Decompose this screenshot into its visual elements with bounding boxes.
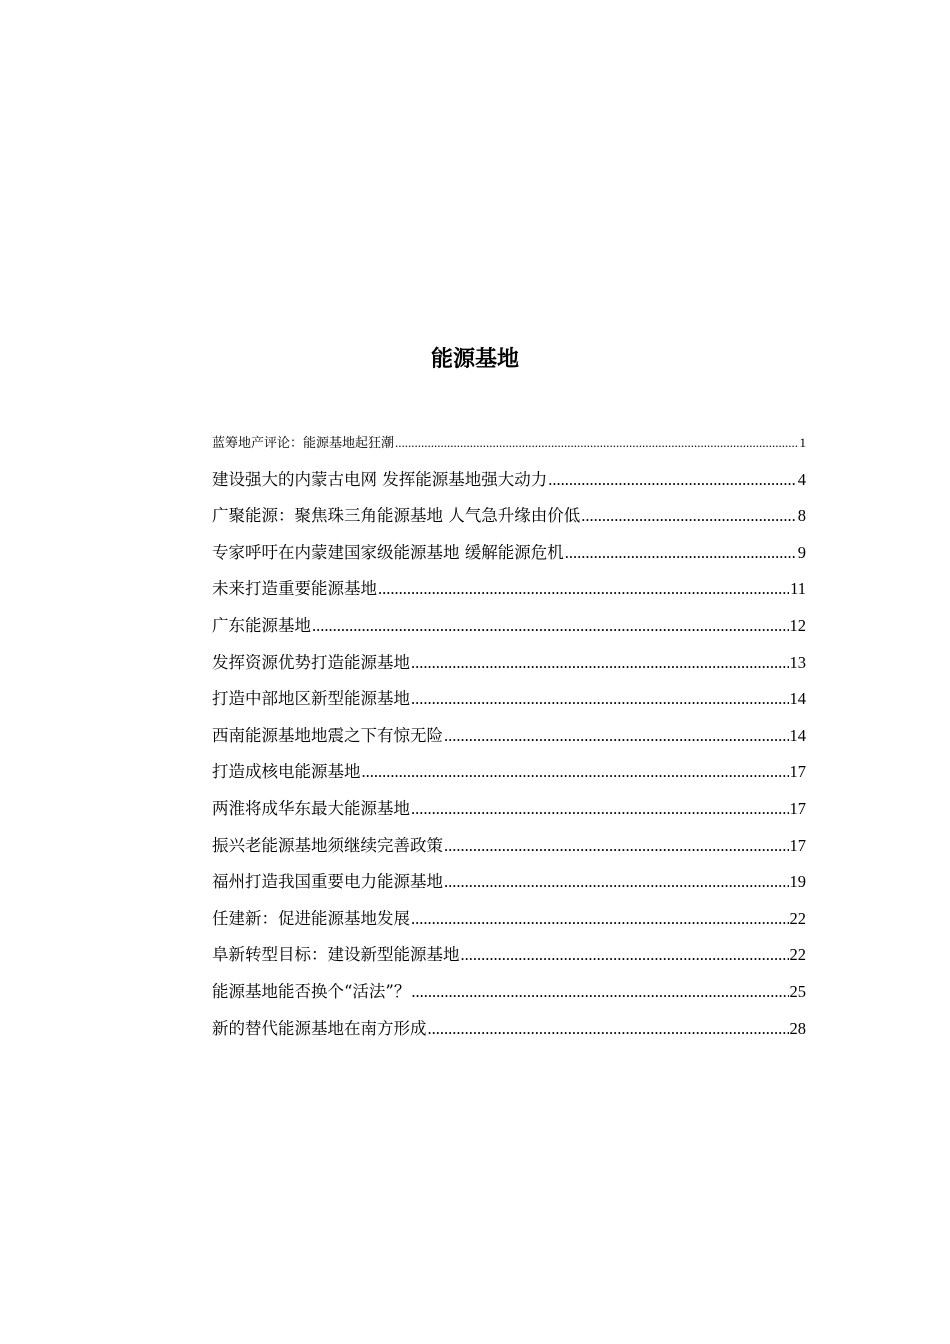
toc-page-number: 11 <box>790 579 806 599</box>
toc-dot-leader <box>411 681 789 718</box>
toc-entry[interactable] <box>212 901 806 938</box>
toc-entry[interactable] <box>212 462 806 499</box>
toc-page-number: 12 <box>789 615 806 635</box>
toc-entry-title: 建设强大的内蒙古电网 发挥能源基地强大动力 <box>212 469 548 489</box>
toc-dot-leader <box>411 645 789 682</box>
table-of-contents <box>212 425 806 1047</box>
toc-dot-leader <box>428 1011 789 1048</box>
toc-entry-title: 西南能源基地地震之下有惊无险 <box>212 725 443 745</box>
toc-entry[interactable] <box>212 937 806 974</box>
toc-entry-title: 能源基地能否换个“活法”？ <box>212 981 411 1001</box>
toc-entry[interactable] <box>212 791 806 828</box>
toc-entry-title: 专家呼吁在内蒙建国家级能源基地 缓解能源危机 <box>212 542 564 562</box>
toc-entry[interactable] <box>212 535 806 572</box>
toc-dot-leader <box>461 937 789 974</box>
toc-dot-leader <box>411 974 788 1011</box>
toc-page-number: 9 <box>797 542 806 562</box>
toc-page-number: 25 <box>789 981 806 1001</box>
toc-page-number: 17 <box>789 762 806 782</box>
toc-dot-leader <box>378 571 789 608</box>
toc-page-number: 4 <box>797 469 806 489</box>
toc-entry-title: 两淮将成华东最大能源基地 <box>212 798 410 818</box>
toc-dot-leader <box>565 535 797 572</box>
toc-entry[interactable] <box>212 608 806 645</box>
toc-entry[interactable] <box>212 1011 806 1048</box>
toc-entry-title: 未来打造重要能源基地 <box>212 579 377 599</box>
toc-entry[interactable] <box>212 864 806 901</box>
toc-entry[interactable] <box>212 681 806 718</box>
toc-entry-title: 蓝筹地产评论：能源基地起狂潮 <box>212 436 395 451</box>
toc-entry[interactable] <box>212 498 806 535</box>
toc-dot-leader <box>411 791 789 828</box>
toc-entry-title: 新的替代能源基地在南方形成 <box>212 1018 427 1038</box>
toc-entry[interactable] <box>212 754 806 791</box>
toc-entry[interactable] <box>212 828 806 865</box>
toc-page-number: 19 <box>789 872 806 892</box>
toc-dot-leader <box>444 828 789 865</box>
toc-page-number: 8 <box>797 506 806 526</box>
toc-entry-title: 振兴老能源基地须继续完善政策 <box>212 835 443 855</box>
toc-page-number: 14 <box>789 725 806 745</box>
toc-page-number: 17 <box>789 835 806 855</box>
toc-entry-title: 发挥资源优势打造能源基地 <box>212 652 410 672</box>
toc-page-number: 1 <box>799 435 806 450</box>
toc-page-number: 28 <box>789 1018 806 1038</box>
toc-entry-title: 打造成核电能源基地 <box>212 762 361 782</box>
toc-page-number: 22 <box>789 945 806 965</box>
toc-entry-title: 阜新转型目标：建设新型能源基地 <box>212 945 460 965</box>
toc-dot-leader <box>581 498 797 535</box>
toc-dot-leader <box>312 608 789 645</box>
toc-page-number: 14 <box>789 689 806 709</box>
toc-entry[interactable] <box>212 571 806 608</box>
document-title: 能源基地 <box>430 347 519 372</box>
toc-entry[interactable] <box>212 718 806 755</box>
toc-entry[interactable] <box>212 425 806 462</box>
toc-entry-title: 打造中部地区新型能源基地 <box>212 689 410 709</box>
toc-dot-leader <box>444 718 789 755</box>
toc-entry-title: 福州打造我国重要电力能源基地 <box>212 872 443 892</box>
toc-dot-leader <box>362 754 789 791</box>
toc-entry-title: 广东能源基地 <box>212 615 311 635</box>
toc-dot-leader <box>548 462 797 499</box>
toc-dot-leader <box>395 425 798 462</box>
toc-dot-leader <box>411 901 789 938</box>
toc-page-number: 22 <box>789 908 806 928</box>
toc-entry[interactable] <box>212 974 806 1011</box>
toc-page-number: 17 <box>789 798 806 818</box>
toc-entry[interactable] <box>212 645 806 682</box>
toc-dot-leader <box>444 864 789 901</box>
toc-entry-title: 任建新：促进能源基地发展 <box>212 908 410 928</box>
toc-page-number: 13 <box>789 652 806 672</box>
toc-entry-title: 广聚能源：聚焦珠三角能源基地 人气急升缘由价低 <box>212 506 581 526</box>
